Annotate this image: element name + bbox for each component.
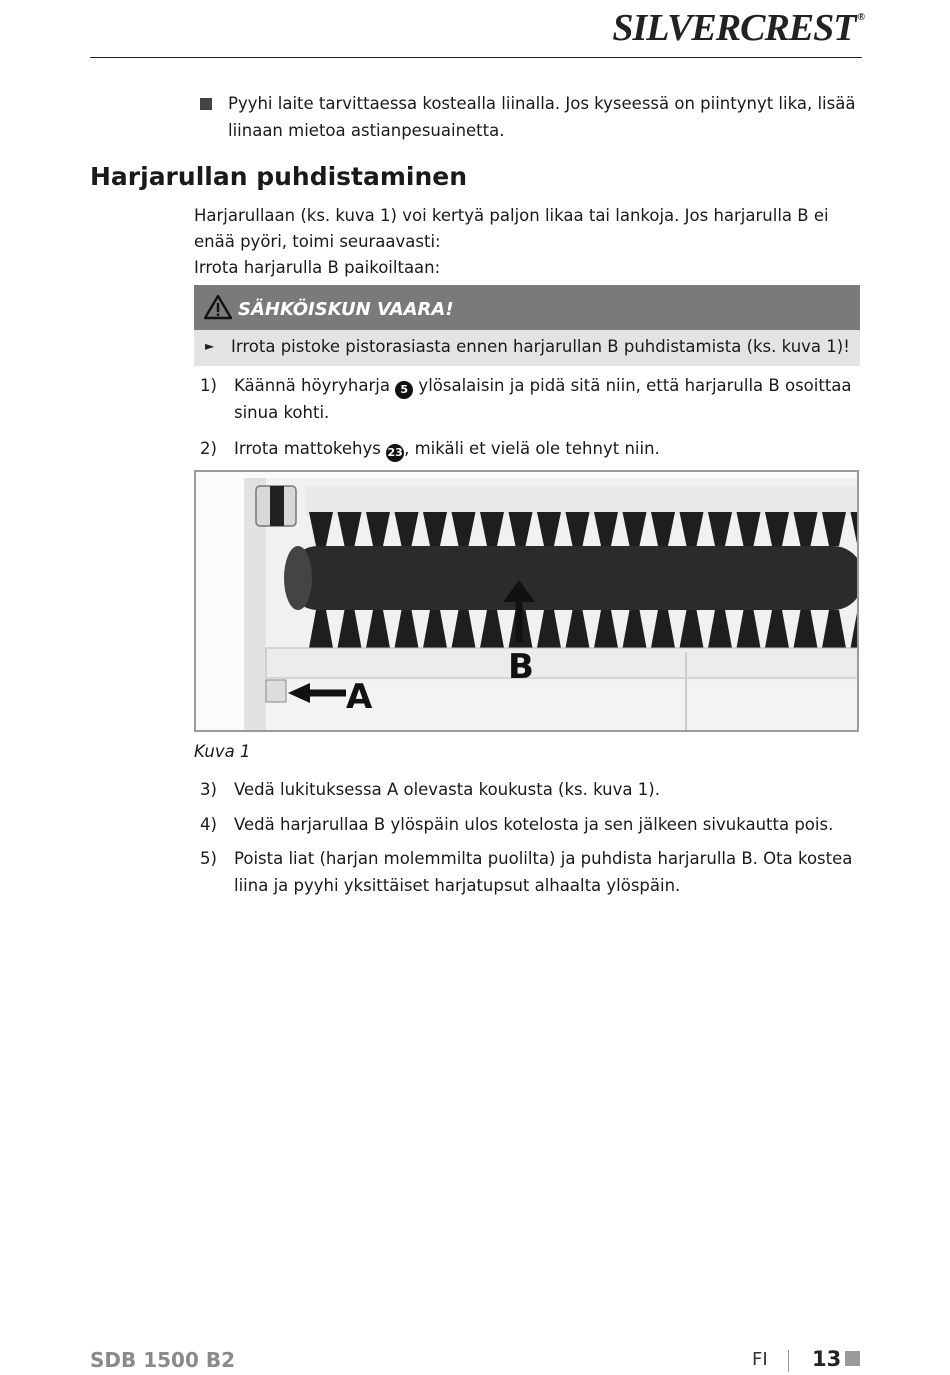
step-item [200, 372, 860, 426]
intro-instruction: Irrota harjarulla B paikoiltaan: [194, 258, 441, 277]
warning-header [194, 285, 860, 330]
label-b: B [508, 647, 534, 687]
step-item [200, 811, 860, 838]
step-number: 5) [200, 849, 217, 868]
brush-roll-photo [194, 470, 859, 732]
registered-mark: ® [857, 12, 864, 23]
step-number: 3) [200, 780, 217, 799]
warning-body [194, 330, 860, 366]
step-text-part: ylösalaisin ja pidä sitä niin, että harjarulla B osoittaa sinua kohti. [234, 376, 852, 422]
intro-paragraph: Harjarullaan (ks. kuva 1) voi kertyä paljon likaa tai lankoja. Jos harjarulla B ei enää pyöri, toimi seuraavasti: [194, 206, 829, 251]
arrow-right-icon: ► [205, 339, 215, 353]
step-text-part: Käännä höyryharja [234, 376, 396, 395]
label-a: A [346, 677, 373, 717]
section-heading: Harjarullan puhdistaminen [90, 162, 468, 191]
step-item [200, 776, 860, 803]
part-number-badge: 5 [395, 381, 413, 399]
section-intro [194, 203, 860, 281]
step-text: Vedä harjarullaa B ylöspäin ulos kotelosta ja sen jälkeen sivukautta pois. [234, 815, 834, 834]
warning-box [194, 285, 860, 366]
step-text-part: , mikäli et vielä ole tehnyt niin. [404, 439, 660, 458]
warning-title: SÄHKÖISKUN VAARA! [238, 299, 454, 320]
step-text [234, 435, 860, 462]
bullet-text: Pyyhi laite tarvittaessa kostealla liinalla. Jos kyseessä on piintynyt lika, lisää liinaan mietoa astianpesuainetta. [228, 94, 856, 140]
warning-triangle-icon [204, 294, 232, 320]
header-rule [90, 57, 862, 58]
brush-roll-illustration [196, 472, 857, 730]
warning-text: Irrota pistoke pistorasiasta ennen harjarullan B puhdistamista (ks. kuva 1)! [231, 337, 850, 356]
footer-model: SDB 1500 B2 [90, 1348, 235, 1372]
cleaning-bullet [200, 90, 860, 144]
page-number: 13 [812, 1347, 842, 1371]
part-number-badge: 23 [386, 444, 404, 462]
step-text: Vedä lukituksessa A olevasta koukusta (ks. kuva 1). [234, 780, 660, 799]
step-number: 1) [200, 376, 217, 395]
brand-name: SILVERCREST [612, 7, 856, 49]
step-number: 2) [200, 439, 217, 458]
step-number: 4) [200, 815, 217, 834]
footer-language: FI [752, 1349, 768, 1370]
square-marker-icon [845, 1351, 860, 1366]
brand-logo [612, 6, 862, 50]
square-bullet-icon [200, 98, 212, 110]
step-text [234, 372, 860, 426]
footer-separator [788, 1350, 789, 1372]
step-item [200, 845, 860, 899]
step-text: Poista liat (harjan molemmilta puolilta) ja puhdista harjarulla B. Ota kostea liina ja pyyhi yksittäiset harjatupsut alhaalta ylöspäin. [234, 849, 853, 895]
step-text-part: Irrota mattokehys [234, 439, 387, 458]
step-item [200, 435, 860, 462]
figure-caption: Kuva 1 [194, 742, 251, 761]
